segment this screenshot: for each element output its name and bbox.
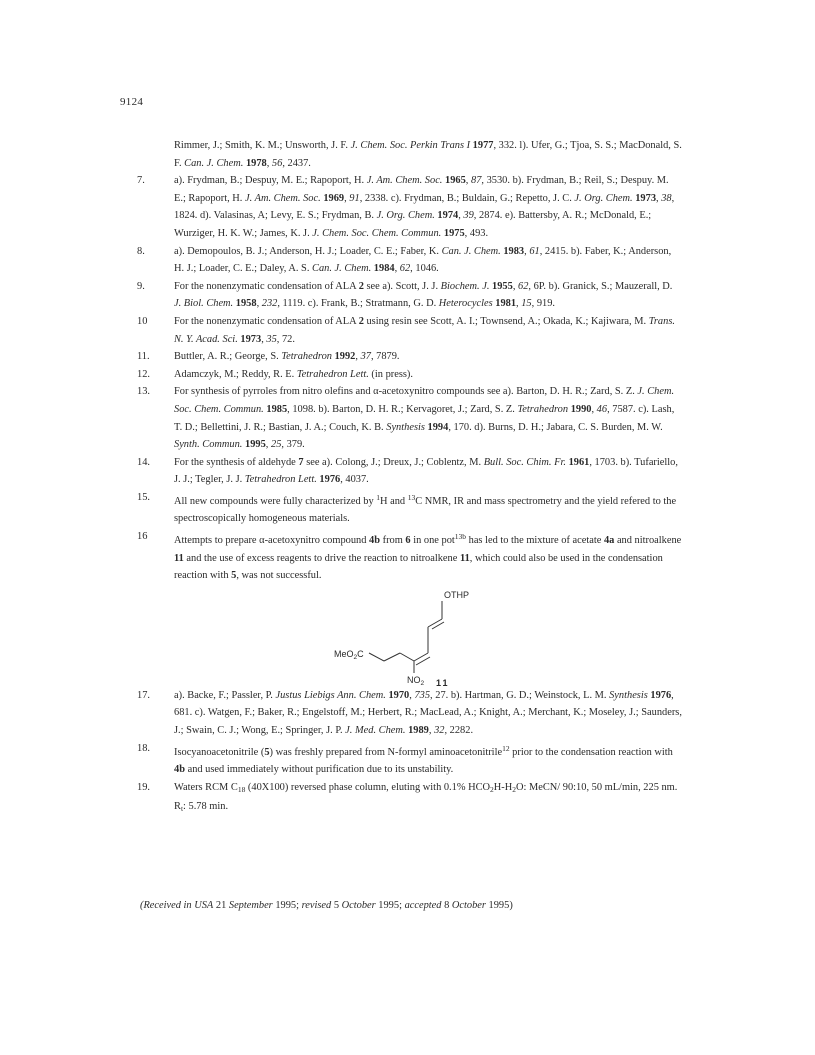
- text-run: , 2415. b). Faber, K.; Anderson, H. J.; Loader, C. E.; Daley, A. S.: [174, 245, 672, 275]
- text-run: 7: [298, 456, 304, 468]
- text-run: O: MeCN/ 90:10, 50 mL/min, 225 nm. R: [174, 781, 678, 813]
- text-run: , 2437.: [282, 157, 311, 169]
- text-run: Buttler, A. R.; George, S.: [174, 351, 282, 363]
- text-run: 1995;: [272, 900, 302, 911]
- text-run: H and: [380, 495, 408, 507]
- text-run: ,: [516, 298, 522, 310]
- text-run: 18: [237, 784, 246, 794]
- text-run: prior to the condensation reaction with: [509, 746, 673, 758]
- reference-note: [137, 740, 682, 779]
- text-run: 62: [518, 280, 529, 292]
- othp-label: [444, 590, 469, 600]
- text-run: J. Am. Chem. Soc.: [366, 175, 443, 187]
- text-run: October: [451, 900, 486, 911]
- text-run: revised: [301, 900, 332, 911]
- text-run: , 1119. c). Frank, B.; Stratmann, G. D.: [277, 298, 439, 310]
- text-run: ,: [261, 333, 267, 345]
- note-text: [174, 172, 682, 242]
- text-run: , 170. d). Burns, D. H.; Jabara, C. S. Burden, M. W.: [448, 421, 663, 433]
- text-run: 39: [463, 210, 474, 222]
- text-run: Waters RCM C: [174, 781, 238, 793]
- text-run: H-H: [493, 781, 513, 793]
- text-run: J. Chem. Soc. Chem. Commun.: [312, 227, 442, 239]
- reference-note: [137, 137, 682, 172]
- text-run: a). Backe, F.; Passler, P.: [174, 689, 276, 701]
- reference-notes: [137, 137, 682, 818]
- text-run: 1973: [635, 192, 657, 204]
- text-run: , 1703. b). Tufariello, J. J.; Tegler, J. J.: [174, 456, 678, 486]
- text-run: 1965: [445, 175, 466, 187]
- text-run: 87: [471, 175, 482, 187]
- no2-label: [407, 675, 425, 687]
- text-run: 1961: [568, 456, 590, 468]
- text-run: Synthesis: [609, 689, 648, 701]
- text-run: J. Chem. Soc. Perkin Trans I: [350, 140, 471, 151]
- note-number: 8.: [137, 245, 145, 257]
- text-run: 38: [661, 192, 672, 204]
- text-run: 13: [407, 492, 416, 502]
- text-run: 1969: [323, 192, 345, 204]
- text-run: , which could also be used in the condensation reaction with: [174, 552, 663, 582]
- text-run: ,: [591, 403, 597, 415]
- text-run: , 2282.: [444, 725, 474, 737]
- text-run: 21: [213, 900, 229, 911]
- text-run: 25: [271, 439, 282, 451]
- meo2c-label-part: MeO: [334, 648, 354, 659]
- text-run: (in press).: [368, 368, 413, 380]
- bond: [369, 653, 384, 661]
- text-run: , 379.: [281, 439, 305, 451]
- text-run: J. Chem. Soc. Chem. Commun.: [174, 386, 675, 415]
- text-run: 1983: [503, 245, 525, 257]
- text-run: 1981: [495, 298, 517, 310]
- note-text: [174, 313, 682, 348]
- text-run: accepted: [404, 900, 442, 911]
- reference-note: [137, 366, 682, 384]
- text-run: , 72.: [276, 333, 295, 345]
- text-run: J. Org. Chem.: [574, 192, 633, 204]
- text-run: Isocyanoacetonitrile (: [174, 746, 265, 758]
- no2-label-part: NO: [407, 674, 421, 685]
- text-run: 1989: [408, 725, 429, 737]
- text-run: 13b: [454, 532, 467, 542]
- note-text: [174, 348, 682, 366]
- text-run: J. Am. Chem. Soc.: [245, 192, 321, 204]
- text-run: 2: [358, 280, 364, 292]
- note-text: [174, 687, 682, 740]
- text-run: Justus Liebigs Ann. Chem.: [275, 689, 386, 701]
- text-run: 735: [414, 689, 431, 701]
- reference-note: [137, 243, 682, 278]
- text-run: Trans. N. Y. Acad. Sci.: [174, 315, 675, 345]
- reference-note: [137, 172, 682, 242]
- meo2c-label: [334, 649, 364, 661]
- text-run: October: [341, 900, 376, 911]
- text-run: ,: [656, 192, 662, 204]
- text-run: a). Demopoulos, B. J.; Anderson, H. J.; Loader, C. E.; Faber, K.: [174, 245, 442, 257]
- text-run: 1995;: [375, 900, 405, 911]
- text-run: Biochem. J.: [440, 280, 490, 292]
- meo2c-label-part: C: [357, 648, 364, 659]
- text-run: ,: [394, 263, 400, 275]
- text-run: For the nonenzymatic condensation of ALA: [174, 315, 359, 327]
- text-run: For synthesis of pyrroles from nitro olefins and α-acetoxynitro compounds see a). Barton, D. H. R.; Zard, S. Z.: [174, 386, 638, 398]
- reference-note: [137, 454, 682, 489]
- text-run: , 6P. b). Granick, S.; Mauzerall, D.: [528, 280, 673, 292]
- text-run: 15: [521, 298, 532, 310]
- text-run: ,: [409, 689, 415, 701]
- note-number: [137, 137, 174, 172]
- note-text: [174, 383, 682, 453]
- text-run: 61: [529, 245, 540, 257]
- nitroalkene-11-structure: [174, 585, 474, 687]
- text-run: ,: [344, 192, 350, 204]
- text-run: 1990: [570, 403, 592, 415]
- reference-note: [137, 687, 682, 740]
- note-text: [174, 278, 682, 313]
- text-run: , 681. c). Watgen, F.; Baker, R.; Engelstoff, M.; Herbert, R.; MacLead, A.; Knight, A.; Merchant, K.; Moseley, J.; Saunders, J.; Swain, C. J.; Wong, E.; Springer, J. P.: [174, 689, 682, 737]
- note-number: 18.: [137, 742, 150, 754]
- text-run: (Received in USA: [140, 900, 214, 911]
- text-run: , 1046.: [410, 263, 439, 275]
- text-run: September: [228, 900, 273, 911]
- bond: [400, 653, 414, 661]
- text-run: Tetrahedron: [281, 351, 332, 363]
- text-run: 1974: [437, 210, 459, 222]
- text-run: Heterocycles: [438, 298, 493, 310]
- text-run: 2: [490, 784, 494, 794]
- note-text: [174, 454, 682, 489]
- text-run: , 2338. c). Frydman, B.; Buldain, G.; Repetto, J. C.: [359, 192, 575, 204]
- text-run: , was not successful.: [236, 570, 322, 582]
- text-run: 1992: [334, 351, 356, 363]
- text-run: All new compounds were fully characterized by: [174, 495, 377, 507]
- text-run: ) was freshly prepared from N-formyl aminoacetonitrile: [269, 746, 503, 758]
- text-run: , 2874. e). Battersby, A. R.; McDonald, E.; Wurziger, H. K. W.; James, K. J.: [174, 210, 652, 239]
- note-number: 11.: [137, 351, 150, 363]
- note-number: 14.: [137, 456, 150, 468]
- bond: [384, 653, 400, 661]
- text-run: 62: [399, 263, 411, 275]
- note-number: 15.: [137, 491, 150, 503]
- reference-note: [137, 348, 682, 366]
- text-run: Tetrahedron Lett.: [296, 368, 369, 380]
- reference-note: [137, 383, 682, 453]
- note-text: [174, 243, 682, 278]
- text-run: 37: [360, 351, 371, 363]
- text-run: 56: [271, 157, 283, 169]
- text-run: Synth. Commun.: [174, 439, 243, 451]
- text-run: 35: [266, 333, 277, 345]
- text-run: t: [180, 804, 184, 814]
- text-run: Tetrahedron Lett.: [244, 474, 317, 486]
- note-number: 10: [137, 315, 148, 327]
- text-run: , 919.: [531, 298, 556, 310]
- text-run: , 3530. b). Frydman, B.; Reil, S.; Despuy. M. E.; Rapoport, H.: [174, 175, 669, 204]
- text-run: , 7587. c). Lash, T. D.; Bellettini, J. R.; Bastian, J. A.; Couch, K. B.: [174, 403, 675, 433]
- text-run: , 4037.: [340, 474, 369, 486]
- note-number: 12.: [137, 368, 150, 380]
- text-run: 2: [358, 315, 364, 327]
- text-run: 1978: [245, 157, 267, 169]
- text-run: Adamczyk, M.; Reddy, R. E.: [174, 368, 297, 380]
- text-run: Can. J. Chem.: [312, 263, 372, 275]
- text-run: For the nonenzymatic condensation of ALA: [174, 280, 359, 292]
- text-run: 6: [405, 535, 411, 547]
- note-text: [174, 366, 682, 384]
- text-run: 1976: [319, 474, 341, 486]
- note-number: 9.: [137, 280, 145, 292]
- text-run: Can. J. Chem.: [184, 157, 244, 169]
- note-number: 16: [137, 531, 148, 543]
- text-run: and used immediately without purification due to its unstability.: [184, 764, 454, 776]
- text-run: using resin see Scott, A. I.; Townsend, A.; Okada, K.; Kajiwara, M.: [363, 315, 649, 327]
- text-run: 1975: [443, 227, 465, 239]
- text-run: ,: [355, 351, 361, 363]
- page-number: 9124: [120, 96, 144, 108]
- text-run: For the synthesis of aldehyde: [174, 456, 299, 468]
- text-run: 5: [331, 900, 342, 911]
- note-text: [174, 740, 682, 779]
- text-run: : 5.78 min.: [183, 801, 229, 813]
- text-run: Can. J. Chem.: [441, 245, 501, 257]
- reference-note: [137, 313, 682, 348]
- note-text: [174, 137, 682, 172]
- text-run: 32: [434, 725, 445, 737]
- reference-note: [137, 779, 682, 818]
- text-run: 2: [512, 784, 517, 794]
- text-run: ,: [265, 439, 271, 451]
- text-run: 4a: [603, 535, 615, 547]
- text-run: 4b: [174, 764, 185, 776]
- text-run: , 332. l). Ufer, G.; Tjoa, S. S.; MacDonald, S. F.: [174, 140, 682, 169]
- text-run: (40X100) reversed phase column, eluting with 0.1% HCO: [245, 781, 491, 793]
- note-text: [174, 528, 682, 585]
- note-number: 13.: [137, 386, 150, 398]
- note-number: 17.: [137, 689, 150, 701]
- text-run: 1955: [492, 280, 513, 292]
- note-text: [174, 779, 682, 818]
- text-run: Tetrahedron: [517, 403, 569, 415]
- text-run: 1976: [650, 689, 672, 701]
- text-run: ,: [458, 210, 464, 222]
- text-run: 1994: [427, 421, 449, 433]
- no2-label-part: 2: [420, 679, 425, 687]
- text-run: 91: [349, 192, 360, 204]
- reference-note: [137, 489, 682, 528]
- text-run: ,: [428, 725, 435, 737]
- note-number: 19.: [137, 781, 150, 793]
- note-number: 7.: [137, 175, 145, 187]
- text-run: ,: [512, 280, 519, 292]
- chemical-structure: [174, 585, 682, 687]
- text-run: 8: [441, 900, 452, 911]
- bond: [428, 619, 442, 627]
- text-run: see a). Colong, J.; Dreux, J.; Coblentz, M.: [303, 456, 484, 468]
- text-run: J. Med. Chem.: [345, 725, 406, 737]
- text-run: 5: [231, 570, 237, 582]
- text-run: ,: [256, 298, 262, 310]
- text-run: 1973: [240, 333, 262, 345]
- reference-note: [137, 528, 682, 585]
- text-run: 232: [261, 298, 278, 310]
- text-run: see a). Scott, J. J.: [363, 280, 441, 292]
- text-run: 12: [502, 743, 510, 753]
- text-run: 1977: [472, 140, 494, 151]
- text-run: Rimmer, J.; Smith, K. M.; Unsworth, J. F.: [174, 140, 351, 151]
- text-run: , 1824. d). Valasinas, A; Levy, E. S.; Frydman, B.: [174, 192, 675, 222]
- text-run: 1984: [373, 263, 395, 275]
- text-run: Synthesis: [386, 421, 425, 433]
- text-run: from: [380, 535, 406, 547]
- text-run: Bull. Soc. Chim. Fr.: [483, 456, 566, 468]
- text-run: , 7879.: [370, 351, 400, 363]
- text-run: 11: [174, 552, 184, 564]
- text-run: 1970: [388, 689, 410, 701]
- othp-label-part: OTHP: [444, 589, 470, 600]
- text-run: 11: [459, 552, 470, 564]
- note-text: [174, 489, 682, 528]
- text-run: 4b: [369, 535, 381, 547]
- text-run: Attempts to prepare α-acetoxynitro compound: [174, 535, 370, 547]
- text-run: 1958: [235, 298, 257, 310]
- double-bond: [432, 622, 444, 629]
- text-run: and the use of excess reagents to drive the reaction to nitroalkene: [183, 552, 460, 564]
- text-run: , 1098. b). Barton, D. H. R.; Kervagoret, J.; Zard, S. Z.: [287, 403, 518, 415]
- text-run: 1995: [245, 439, 266, 451]
- meo2c-label-part: 2: [353, 653, 358, 661]
- bond-lines: [369, 601, 444, 673]
- text-run: has led to the mixture of acetate: [466, 535, 604, 547]
- text-run: in one pot: [410, 535, 455, 547]
- text-run: ,: [266, 157, 272, 169]
- compound-number-label: 11: [436, 677, 450, 687]
- text-run: C NMR, IR and mass spectrometry and the yield refered to the spectroscopically homogeneous materials.: [174, 495, 677, 525]
- text-run: , 27. b). Hartman, G. D.; Weinstock, L. M.: [430, 689, 610, 701]
- text-run: ,: [524, 245, 530, 257]
- text-run: 1985: [266, 403, 288, 415]
- text-run: J. Biol. Chem.: [174, 298, 234, 310]
- text-run: 1995): [485, 900, 513, 911]
- text-run: J. Org. Chem.: [376, 210, 435, 222]
- text-run: a). Frydman, B.; Despuy, M. E.; Rapoport, H.: [174, 175, 367, 187]
- text-run: and nitroalkene: [614, 535, 682, 547]
- text-run: 1: [376, 492, 381, 502]
- received-dates: [140, 897, 700, 915]
- text-run: 46: [596, 403, 608, 415]
- text-run: ,: [465, 175, 471, 187]
- text-run: , 493.: [464, 227, 489, 239]
- reference-note: [137, 278, 682, 313]
- text-run: 5: [264, 746, 270, 758]
